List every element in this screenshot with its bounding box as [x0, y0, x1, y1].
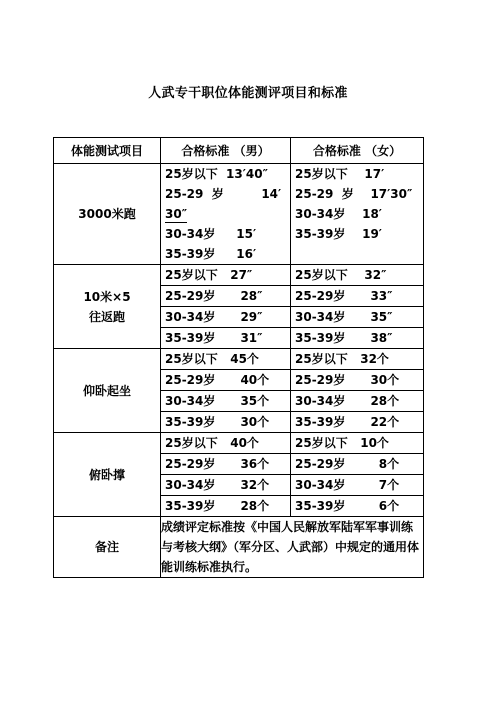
male-shuttle: [161, 265, 291, 349]
female-shuttle-line-3: 30-34岁 35″: [291, 307, 423, 328]
male-pushups: [161, 433, 291, 517]
male-situps-line-1: 25岁以下 45个: [161, 349, 290, 370]
male-pushups-line-3: 30-34岁 32个: [161, 475, 290, 496]
male-3000m-line-4: 30-34岁 15′: [165, 227, 257, 241]
table-row-shuttle: [54, 265, 424, 349]
male-situps-line-2: 25-29岁 40个: [161, 370, 290, 391]
female-shuttle-line-1: 25岁以下 32″: [291, 265, 423, 286]
male-3000m-continuation: 30″: [165, 207, 188, 221]
female-situps-line-2: 25-29岁 30个: [291, 370, 423, 391]
female-situps: [291, 349, 424, 433]
male-pushups-line-4: 35-39岁 28个: [165, 499, 270, 513]
male-shuttle-line-1: 25岁以下 27″: [161, 265, 290, 286]
female-pushups-line-1: 25岁以下 10个: [291, 433, 423, 454]
male-shuttle-line-4: 35-39岁 31″: [165, 331, 263, 345]
male-situps-line-4: 35-39岁 30个: [165, 415, 270, 429]
item-shuttle-line-2: 往返跑: [88, 309, 125, 324]
male-3000m-line-3: [161, 204, 290, 224]
male-3000m-line-1: 25岁以下 13′40″: [165, 167, 268, 181]
female-situps-line-4: 35-39岁 22个: [295, 415, 400, 429]
item-shuttle-line-1: 10米×5: [83, 289, 131, 304]
male-pushups-line-2: 25-29岁 36个: [161, 454, 290, 475]
male-situps-line-3: 30-34岁 35个: [161, 391, 290, 412]
female-pushups-line-4: 35-39岁 6个: [295, 499, 400, 513]
item-shuttle: [54, 265, 161, 349]
table-row-situps: [54, 349, 424, 433]
female-3000m-line-1: 25岁以下 17′: [295, 167, 385, 181]
male-situps: [161, 349, 291, 433]
header-male: 合格标准 （男）: [161, 138, 291, 164]
table-row-remark: [54, 517, 424, 578]
female-3000m: [291, 164, 424, 265]
female-pushups-line-3: 30-34岁 7个: [291, 475, 423, 496]
table-row-3000m: [54, 164, 424, 265]
female-situps-line-3: 30-34岁 28个: [291, 391, 423, 412]
female-3000m-line-4: 35-39岁 19′: [295, 227, 382, 241]
male-shuttle-line-2: 25-29岁 28″: [161, 286, 290, 307]
header-item: 体能测试项目: [54, 138, 161, 164]
female-situps-line-1: 25岁以下 32个: [291, 349, 423, 370]
female-shuttle: [291, 265, 424, 349]
female-3000m-line-3: 30-34岁 18′: [295, 207, 382, 221]
item-pushups: 俯卧撑: [54, 433, 161, 517]
table-row-pushups: [54, 433, 424, 517]
female-shuttle-line-2: 25-29岁 33″: [291, 286, 423, 307]
male-shuttle-line-3: 30-34岁 29″: [161, 307, 290, 328]
page-title: 人武专干职位体能测评项目和标准: [148, 86, 348, 101]
item-remark: 备注: [54, 517, 161, 578]
header-female: 合格标准 （女）: [291, 138, 424, 164]
table-header-row: [54, 138, 424, 164]
female-shuttle-line-4: 35-39岁 38″: [295, 331, 393, 345]
male-3000m-line-5: 35-39岁 16′: [165, 247, 257, 261]
item-situps: 仰卧起坐: [54, 349, 161, 433]
male-3000m-line-2: 25-29 岁 14′: [165, 187, 282, 201]
item-3000m: 3000米跑: [54, 164, 161, 265]
male-pushups-line-1: 25岁以下 40个: [161, 433, 290, 454]
fitness-standards-table: [53, 137, 424, 578]
male-3000m: [161, 164, 291, 265]
female-3000m-line-2: 25-29 岁 17′30″: [295, 187, 413, 201]
female-pushups-line-2: 25-29岁 8个: [291, 454, 423, 475]
female-pushups: [291, 433, 424, 517]
remark-text: 成绩评定标准按《中国人民解放军陆军军事训练与考核大纲》（军分区、人武部）中规定的通用体能训练标准执行。: [161, 517, 424, 578]
